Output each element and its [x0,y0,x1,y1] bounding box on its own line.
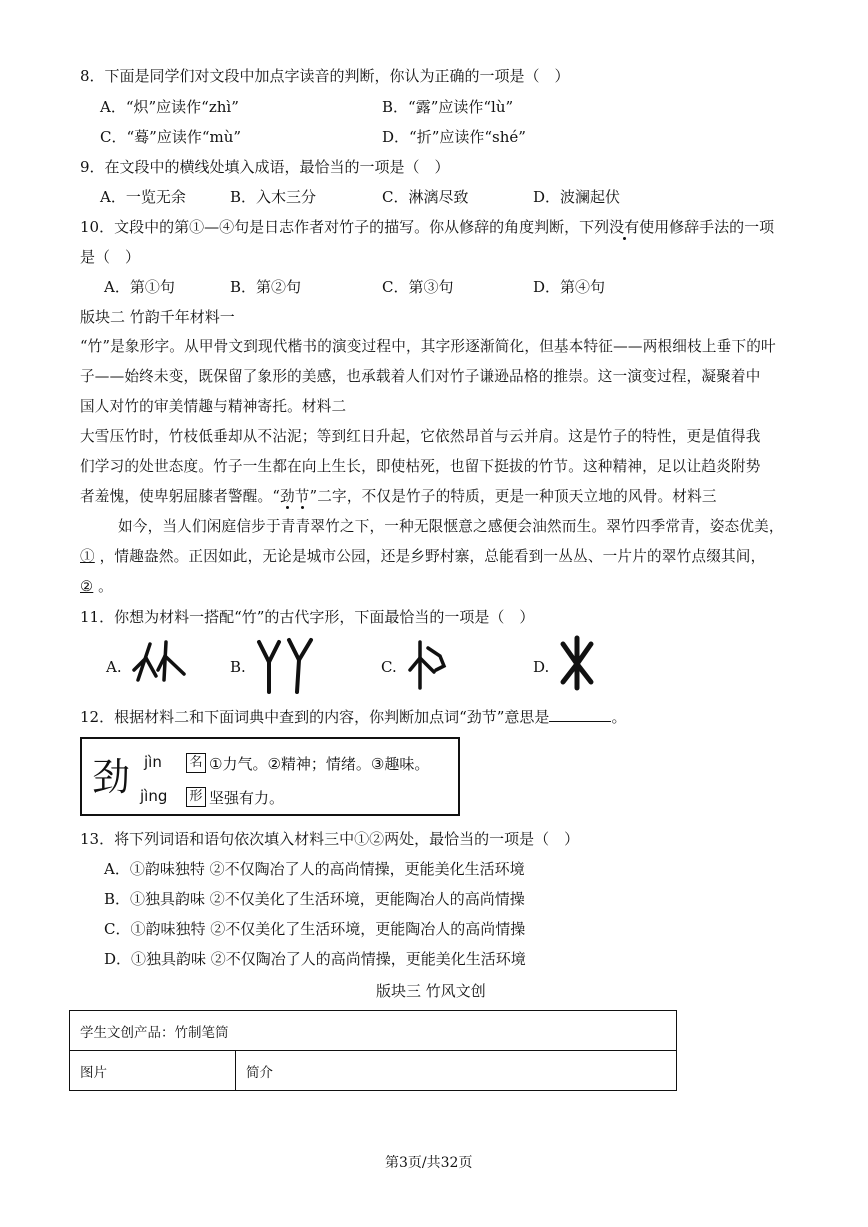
q11-label-c[interactable]: C. [381,658,397,676]
oracle-bone-bamboo-c-icon[interactable] [404,636,452,692]
q9-option-a[interactable]: A．一览无余 [100,188,186,206]
q11-label-a[interactable]: A. [106,658,122,676]
definition-1: ①力气。②精神；情绪。③趣味。 [209,755,430,773]
page-footer: 第3页/共32页 [385,1155,473,1171]
material2-line1: 大雪压竹时，竹枝低垂却从不沾泥；等到红日升起，它依然昂首与云并肩。这是竹子的特性，更是值得我 [80,428,761,445]
q11-label-b[interactable]: B. [230,658,246,676]
q13-option-a[interactable]: A．①韵味独特 ②不仅陶冶了人的高尚情操，更能美化生活环境 [104,860,525,878]
q10-option-d[interactable]: D．第④句 [533,278,606,296]
q8-option-d[interactable]: D．“折”应读作“shé” [382,128,526,146]
q10-option-a[interactable]: A．第①句 [104,278,175,296]
dictionary-char: 劲 [92,755,131,799]
section2-heading: 版块二 竹韵千年材料一 [80,308,235,326]
q8-option-b[interactable]: B．“露”应读作“lù” [382,98,514,116]
q9-option-c[interactable]: C．淋漓尽致 [382,188,469,206]
material3-line3: ② 。 [80,578,113,595]
q10-stem: 10．文段中的第①—④句是日志作者对竹子的描写。你从修辞的角度判断，下列没有使用修辞手法的一项 [80,218,775,236]
dotted-text: 没有 [609,218,640,236]
q12-stem: 12．根据材料二和下面词典中查到的内容，你判断加点词“劲节”意思是 。 [80,708,627,726]
image-cell: 图片 [70,1051,236,1091]
pinyin-1: jìn [144,753,162,771]
q11-label-d[interactable]: D. [533,658,550,676]
material1-line2: 子——始终未变，既保留了象形的美感，也承载着人们对竹子谦逊品格的推崇。这一演变过程，凝聚着中 [80,368,761,385]
q8-option-c[interactable]: C．“蓦”应读作“mù” [100,128,242,146]
dictionary-box [80,737,460,816]
blank-2[interactable]: ② [80,578,94,595]
intro-cell: 简介 [236,1051,677,1091]
q9-stem: 9．在文段中的横线处填入成语，最恰当的一项是（ ） [80,158,450,176]
q8-stem: 8．下面是同学们对文段中加点字读音的判断，你认为正确的一项是（ ） [80,67,570,85]
q8-option-a[interactable]: A．“炽”应读作“zhì” [100,98,239,116]
product-table [69,1010,677,1091]
q11-stem: 11．你想为材料一搭配“竹”的古代字形，下面最恰当的一项是（ ） [80,608,535,626]
q10-option-c[interactable]: C．第③句 [382,278,454,296]
material3-line1: 如今，当人们闲庭信步于青青翠竹之下，一种无限惬意之感便会油然而生。翠竹四季常青，姿态优美， [118,518,784,535]
oracle-bone-bamboo-b-icon[interactable] [255,636,319,696]
q13-option-c[interactable]: C．①韵味独特 ②不仅美化了生活环境，更能陶冶人的高尚情操 [104,920,526,938]
material1-line1: “竹”是象形字。从甲骨文到现代楷书的演变过程中，其字形逐渐简化，但基本特征——两根细枝上垂下的叶 [80,338,776,355]
answer-blank[interactable] [549,707,611,722]
q13-stem: 13．将下列词语和语句依次填入材料三中①②两处，最恰当的一项是（ ） [80,830,580,848]
section3-heading: 版块三 竹风文创 [376,982,486,1000]
material3-line2: ① ，情趣盎然。正因如此，无论是城市公园，还是乡野村寨，总能看到一丛丛、一片片的翠竹点缀其间， [80,548,766,565]
pinyin-2: jìng [140,787,168,805]
q10-option-b[interactable]: B．第②句 [230,278,302,296]
pos-tag-1: 名 [186,753,206,773]
material2-line3: 者羞愧，使卑躬屈膝者警醒。“劲节”二字，不仅是竹子的特质，更是一种顶天立地的风骨。材料三 [80,488,717,505]
blank-1[interactable]: ① [80,548,95,565]
oracle-bone-bamboo-a-icon[interactable] [128,636,190,688]
q13-option-b[interactable]: B．①独具韵味 ②不仅美化了生活环境，更能陶冶人的高尚情操 [104,890,525,908]
definition-2: 坚强有力。 [209,789,285,807]
q9-option-d[interactable]: D．波澜起伏 [533,188,621,206]
material1-line3: 国人对竹的审美情趣与精神寄托。材料二 [80,398,347,415]
material2-line2: 们学习的处世态度。竹子一生都在向上生长，即使枯死，也留下挺拔的竹节。这种精神，足以让趋炎附势 [80,458,761,475]
pos-tag-2: 形 [186,787,206,807]
oracle-bone-bamboo-d-icon[interactable] [557,634,597,692]
q10-stem-line2: 是（ ） [80,248,141,266]
q13-option-d[interactable]: D．①独具韵味 ②不仅陶冶了人的高尚情操，更能美化生活环境 [104,950,526,968]
q9-option-b[interactable]: B．入木三分 [230,188,317,206]
product-title-cell: 学生文创产品：竹制笔筒 [70,1011,677,1051]
